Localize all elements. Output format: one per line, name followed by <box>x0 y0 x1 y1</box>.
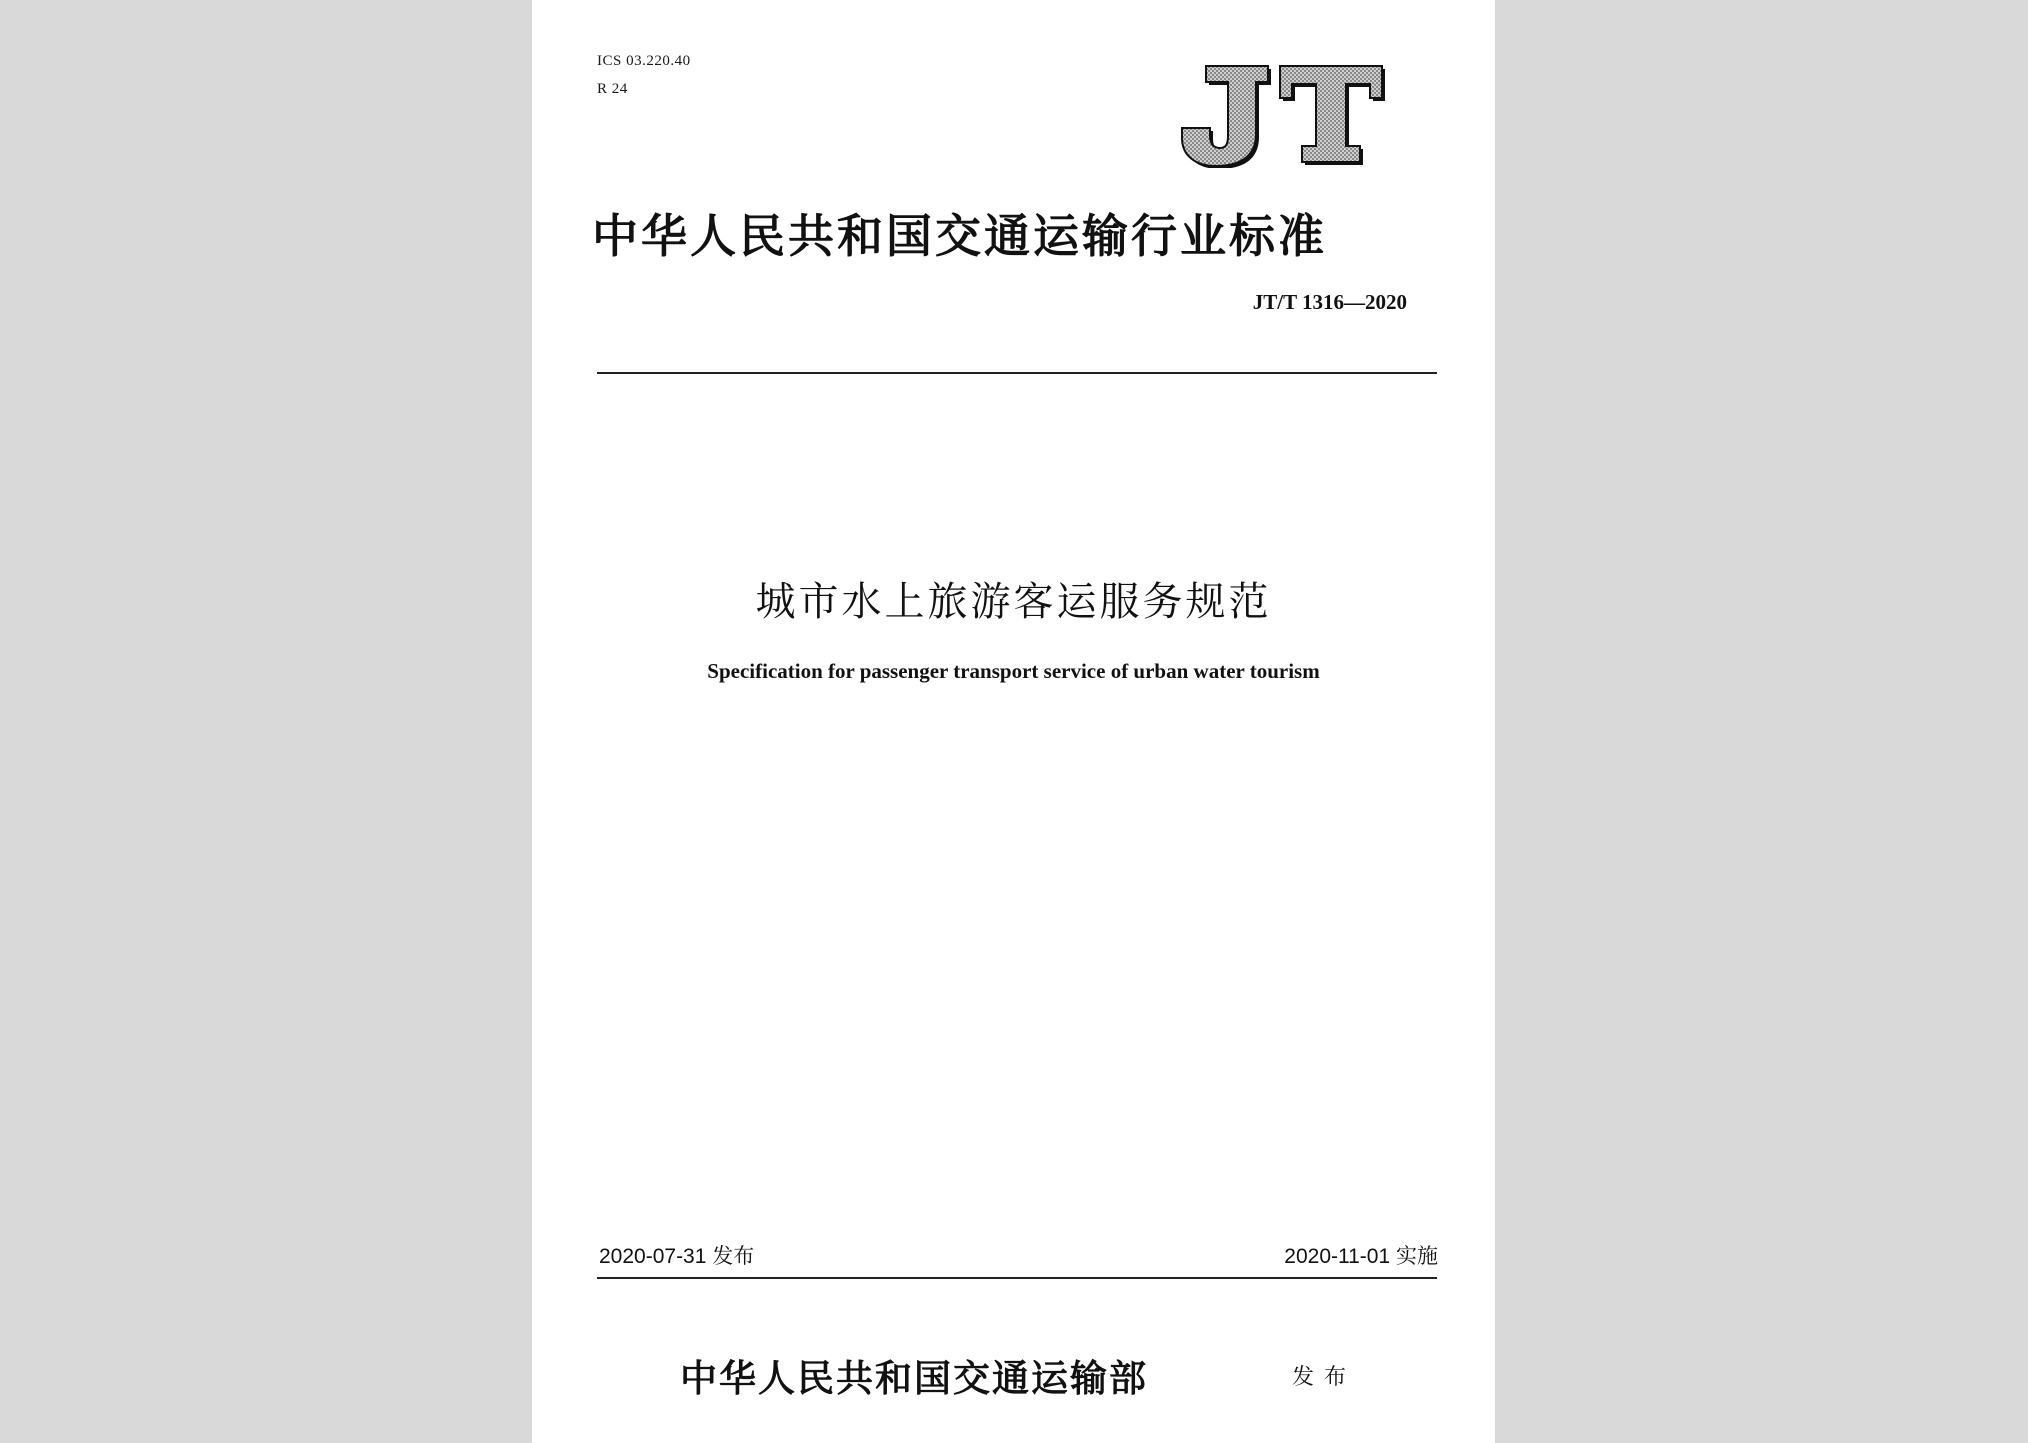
implement-date: 2020-11-01 实施 <box>1284 1245 1438 1268</box>
header-divider <box>597 372 1437 374</box>
document-title-cn: 城市水上旅游客运服务规范 <box>755 579 1272 625</box>
classification-code: R 24 <box>597 81 628 97</box>
standard-code: JT/T 1316—2020 <box>1252 290 1407 314</box>
document-title-en: Specification for passenger transport service of urban water tourism <box>707 659 1320 683</box>
publish-label: 发布 <box>1292 1365 1357 1390</box>
document-cover-page <box>532 0 1495 1443</box>
publisher-name: 中华人民共和国交通运输部 <box>680 1356 1148 1400</box>
issue-date: 2020-07-31 发布 <box>599 1245 755 1268</box>
jt-logo <box>1176 62 1388 168</box>
standard-title: 中华人民共和国交通运输行业标准 <box>592 209 1327 263</box>
footer-divider <box>597 1277 1437 1279</box>
ics-code: ICS 03.220.40 <box>597 53 691 69</box>
